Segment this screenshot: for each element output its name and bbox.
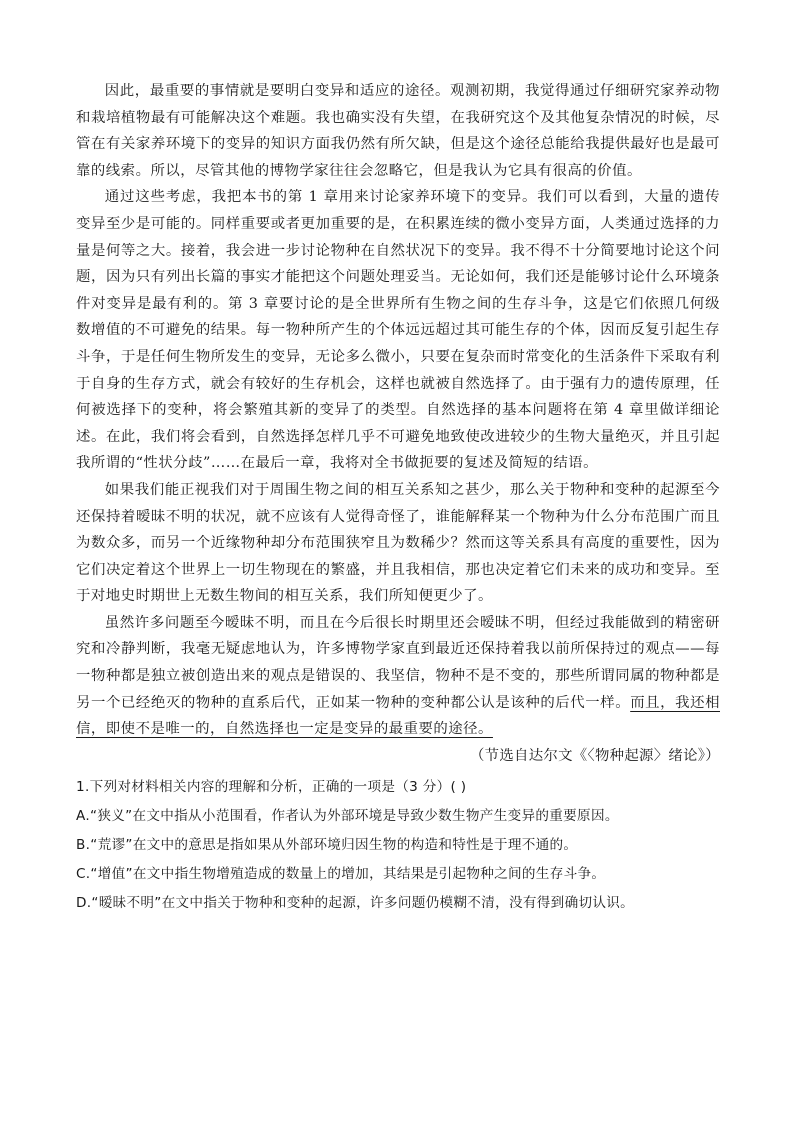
source-citation: （节选自达尔文《〈物种起源〉绪论》）	[469, 747, 720, 764]
passage-paragraph-1: 因此，最重要的事情就是要明白变异和适应的途径。观测初期，我觉得通过仔细研究家养动物和栽培植物最有可能解决这个难题。我也确实没有失望，在我研究这个及其他复杂情况的时候，尽管在有关家养环境下的变异的知识方面我仍然有所欠缺，但是这个途径总能给我提供最好也是最可靠的线索。所以，尽管其他的博物学家往往会忽略它，但是我认为它具有很高的价值。	[76, 83, 720, 179]
option-c[interactable]: C.“增值”在文中指生物增殖造成的数量上的增加，其结果是引起物种之间的生存斗争。	[76, 866, 606, 883]
passage-paragraph-4-text: 虽然许多问题至今暧昧不明，而且在今后很长时期里还会暧昧不明，但经过我能做到的精密研究和冷静判断，我毫无疑虑地认为，许多博物学家直到最近还保持着我以前所保持过的观点——每一物种都是独立被创造出来的观点是错误的、我坚信，物种不是不变的，那些所谓同属的物种都是另一个已经绝灭的物种的直系后代，正如某一物种的变种都公认是该种的后代一样。	[76, 614, 720, 711]
document-page	[76, 78, 720, 918]
underlined-sentence: 而且，我还相信，即使不是唯一的，自然选择也一定是变异的最重要的途径。	[76, 694, 720, 738]
option-a[interactable]: A.“狭义”在文中指从小范围看，作者认为外部环境是导致少数生物产生变异的重要原因。	[76, 808, 619, 825]
option-d[interactable]: D.“暧昧不明”在文中指关于物种和变种的起源，许多问题仍模糊不清，没有得到确切认识。	[76, 895, 635, 912]
passage-paragraph-2: 通过这些考虑，我把本书的第 1 章用来讨论家养环境下的变异。我们可以看到，大量的遗传变异至少是可能的。同样重要或者更加重要的是，在积累连续的微小变异方面，人类通过选择的力量是何等之大。接着，我会进一步讨论物种在自然状况下的变异。我不得不十分简要地讨论这个问题，因为只有列出长篇的事实才能把这个问题处理妥当。无论如何，我们还是能够讨论什么环境条件对变异是最有利的。第 3 章要讨论的是全世界所有生物之间的生存斗争，这是它们依照几何级数增值的不可避免的结果。每一物种所产生的个体远远超过其可能生存的个体，因而反复引起生存斗争，于是任何生物所发生的变异，无论多么微小，只要在复杂而时常变化的生活条件下采取有利于自身的生存方式，就会有较好的生存机会，这样也就被自然选择了。由于强有力的遗传原理，任何被选择下的变种，将会繁殖其新的变异了的类型。自然选择的基本问题将在第 4 章里做详细论述。在此，我们将会看到，自然选择怎样几乎不可避免地致使改进较少的生物大量绝灭，并且引起我所谓的“性状分歧”……在最后一章，我将对全书做扼要的复述及简短的结语。	[76, 189, 720, 472]
question-stem: 1.下列对材料相关内容的理解和分析，正确的一项是（3 分）( )	[76, 779, 467, 796]
passage-paragraph-3: 如果我们能正视我们对于周围生物之间的相互关系知之甚少，那么关于物种和变种的起源至今还保持着暧昧不明的状况，就不应该有人觉得奇怪了，谁能解释某一个物种为什么分布范围广而且为数众多，而另一个近缘物种却分布范围狭窄且为数稀少？然而这等关系具有高度的重要性，因为它们决定着这个世界上一切生物现在的繁盛，并且我相信，那也决定着它们未来的成功和变异。至于对地史时期世上无数生物间的相互关系，我们所知便更少了。	[76, 481, 720, 605]
option-b[interactable]: B.“荒谬”在文中的意思是指如果从外部环境归因生物的构造和特性是于理不通的。	[76, 837, 578, 854]
passage-paragraph-4	[76, 610, 720, 743]
